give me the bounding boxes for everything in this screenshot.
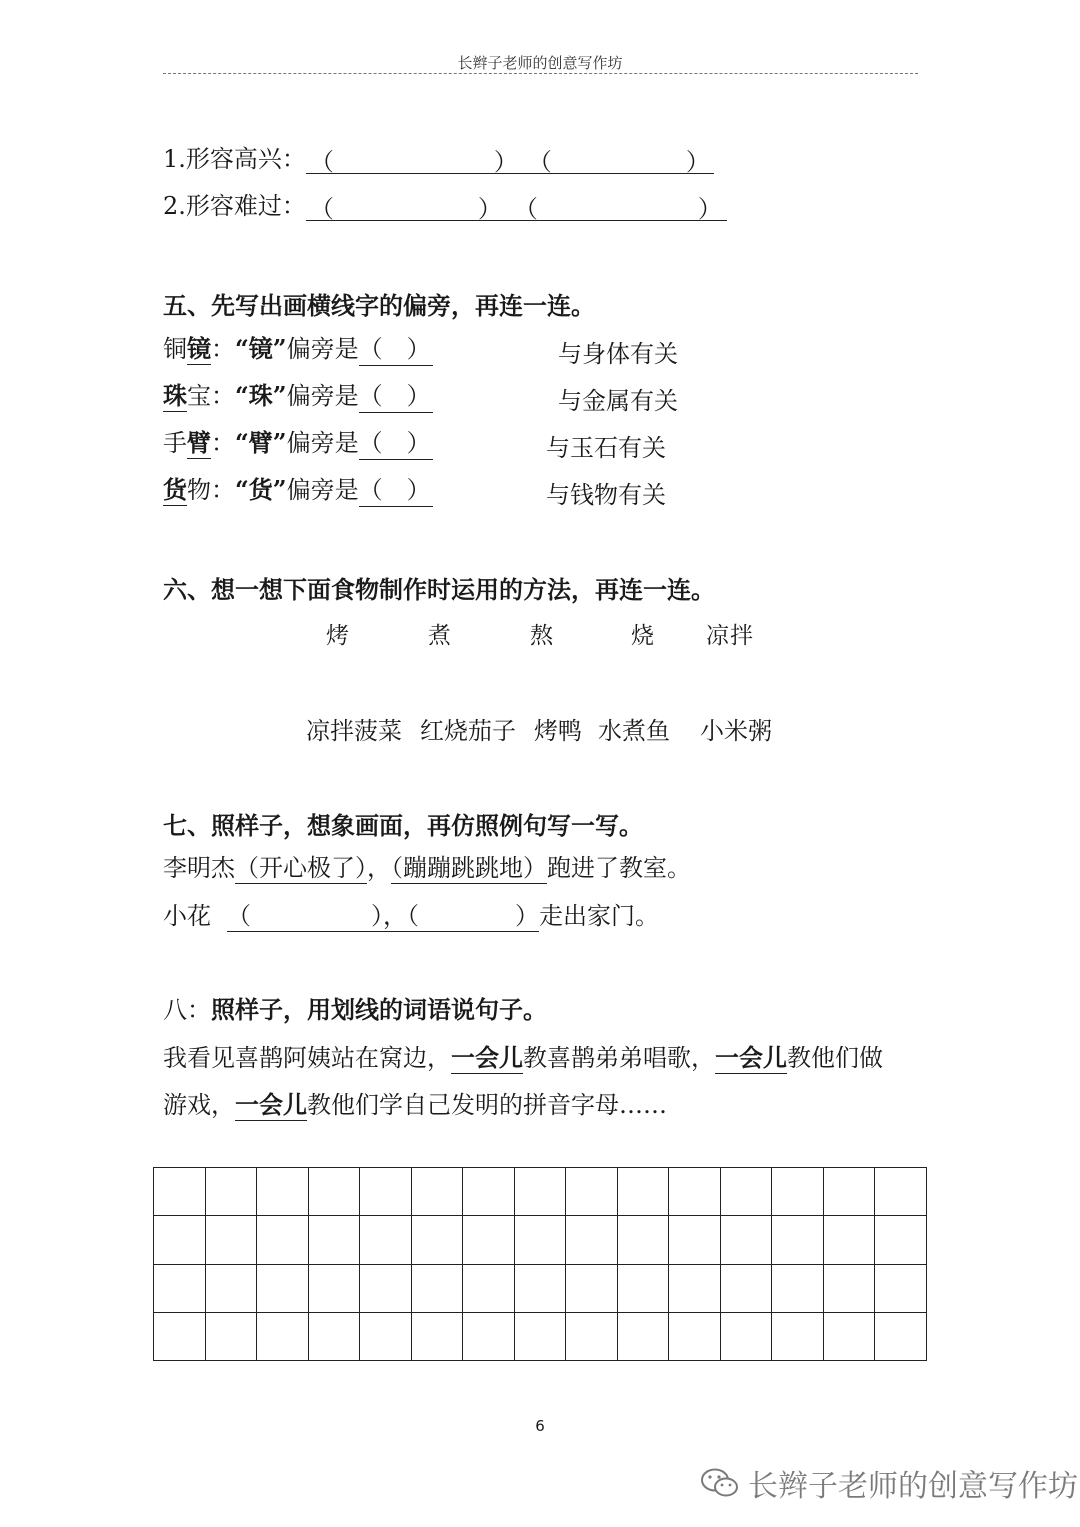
grid-cell[interactable] bbox=[824, 1216, 876, 1264]
radical-answer[interactable]: （ ） bbox=[359, 428, 433, 460]
watermark bbox=[700, 1461, 1078, 1505]
radical-row: 铜镜：“镜”偏旁是（ ） bbox=[163, 334, 433, 366]
match-option: 与钱物有关 bbox=[546, 481, 666, 509]
section8-paragraph-line2: 游戏，一会儿教他们学自己发明的拼音字母…… bbox=[163, 1090, 667, 1119]
grid-cell[interactable] bbox=[618, 1313, 670, 1361]
q4-label: 1.形容高兴： bbox=[163, 145, 306, 173]
grid-cell[interactable] bbox=[206, 1216, 258, 1264]
keyword-underlined: 一会儿 bbox=[235, 1090, 307, 1119]
grid-cell[interactable] bbox=[721, 1168, 773, 1216]
grid-cell[interactable] bbox=[206, 1313, 258, 1361]
grid-cell[interactable] bbox=[154, 1216, 206, 1264]
section8-heading: 八：照样子，用划线的词语说句子。 bbox=[163, 996, 547, 1024]
radical-answer[interactable]: （ ） bbox=[359, 475, 433, 507]
grid-cell[interactable] bbox=[772, 1168, 824, 1216]
grid-cell[interactable] bbox=[360, 1216, 412, 1264]
grid-cell[interactable] bbox=[360, 1168, 412, 1216]
match-option: 与金属有关 bbox=[558, 387, 678, 415]
cooking-method: 煮 bbox=[428, 623, 452, 649]
grid-cell[interactable] bbox=[360, 1265, 412, 1313]
grid-cell[interactable] bbox=[669, 1313, 721, 1361]
answer-blank[interactable]: （ ） （ ） bbox=[306, 194, 727, 221]
grid-cell[interactable] bbox=[257, 1168, 309, 1216]
grid-cell[interactable] bbox=[618, 1168, 670, 1216]
grid-cell[interactable] bbox=[824, 1265, 876, 1313]
grid-cell[interactable] bbox=[669, 1216, 721, 1264]
cooking-method: 烧 bbox=[631, 623, 655, 649]
grid-cell[interactable] bbox=[206, 1265, 258, 1313]
section8-paragraph-line1: 我看见喜鹊阿姨站在窝边，一会儿教喜鹊弟弟唱歌，一会儿教他们做 bbox=[163, 1043, 883, 1072]
cooking-method: 熬 bbox=[530, 623, 554, 649]
grid-cell[interactable] bbox=[257, 1265, 309, 1313]
grid-cell[interactable] bbox=[154, 1168, 206, 1216]
grid-cell[interactable] bbox=[824, 1168, 876, 1216]
food-item: 水煮鱼 bbox=[598, 717, 670, 745]
food-item: 凉拌菠菜 bbox=[306, 717, 402, 745]
keyword-underlined: 一会儿 bbox=[451, 1043, 523, 1072]
keyword-underlined: 一会儿 bbox=[715, 1043, 787, 1072]
grid-cell[interactable] bbox=[412, 1313, 464, 1361]
grid-cell[interactable] bbox=[412, 1216, 464, 1264]
grid-cell[interactable] bbox=[257, 1313, 309, 1361]
grid-cell[interactable] bbox=[875, 1216, 927, 1264]
food-item: 小米粥 bbox=[700, 717, 772, 745]
q4-item-2 bbox=[163, 191, 727, 221]
fill-blank-1[interactable]: （ ） bbox=[227, 902, 383, 930]
grid-cell[interactable] bbox=[309, 1265, 361, 1313]
grid-cell[interactable] bbox=[669, 1168, 721, 1216]
watermark-text: 长辫子老师的创意写作坊 bbox=[748, 1469, 1078, 1504]
grid-cell[interactable] bbox=[566, 1216, 618, 1264]
fill-blank-2[interactable]: （ ） bbox=[407, 902, 539, 930]
wechat-icon bbox=[700, 1467, 740, 1499]
radical-row: 珠宝：“珠”偏旁是（ ） bbox=[163, 381, 433, 413]
radical-row: 手臂：“臂”偏旁是（ ） bbox=[163, 428, 433, 460]
q4-item-1 bbox=[163, 144, 714, 174]
grid-cell[interactable] bbox=[463, 1313, 515, 1361]
grid-cell[interactable] bbox=[515, 1265, 567, 1313]
page-number: 6 bbox=[535, 1417, 545, 1435]
grid-cell[interactable] bbox=[309, 1313, 361, 1361]
grid-cell[interactable] bbox=[515, 1168, 567, 1216]
radical-row: 货物：“货”偏旁是（ ） bbox=[163, 475, 433, 507]
grid-cell[interactable] bbox=[566, 1265, 618, 1313]
grid-cell[interactable] bbox=[618, 1216, 670, 1264]
grid-cell[interactable] bbox=[412, 1168, 464, 1216]
section6-heading: 六、想一想下面食物制作时运用的方法，再连一连。 bbox=[163, 576, 715, 604]
grid-cell[interactable] bbox=[309, 1168, 361, 1216]
cooking-method: 烤 bbox=[326, 623, 350, 649]
section7-heading: 七、照样子，想象画面，再仿照例句写一写。 bbox=[163, 812, 643, 840]
grid-cell[interactable] bbox=[721, 1216, 773, 1264]
radical-answer[interactable]: （ ） bbox=[359, 381, 433, 413]
answer-blank[interactable]: （ ） （ ） bbox=[306, 147, 714, 174]
grid-cell[interactable] bbox=[412, 1265, 464, 1313]
cooking-method: 凉拌 bbox=[706, 623, 754, 649]
grid-cell[interactable] bbox=[721, 1265, 773, 1313]
grid-cell[interactable] bbox=[515, 1216, 567, 1264]
grid-cell[interactable] bbox=[618, 1265, 670, 1313]
food-item: 烤鸭 bbox=[534, 717, 582, 745]
grid-cell[interactable] bbox=[875, 1313, 927, 1361]
grid-cell[interactable] bbox=[772, 1265, 824, 1313]
grid-cell[interactable] bbox=[566, 1168, 618, 1216]
q4-label: 2.形容难过： bbox=[163, 192, 306, 220]
grid-cell[interactable] bbox=[875, 1265, 927, 1313]
writing-grid[interactable] bbox=[153, 1167, 927, 1361]
grid-cell[interactable] bbox=[772, 1216, 824, 1264]
grid-cell[interactable] bbox=[463, 1265, 515, 1313]
grid-cell[interactable] bbox=[360, 1313, 412, 1361]
food-item: 红烧茄子 bbox=[420, 717, 516, 745]
grid-cell[interactable] bbox=[206, 1168, 258, 1216]
grid-cell[interactable] bbox=[463, 1168, 515, 1216]
radical-answer[interactable]: （ ） bbox=[359, 334, 433, 366]
grid-cell[interactable] bbox=[721, 1313, 773, 1361]
grid-cell[interactable] bbox=[257, 1216, 309, 1264]
grid-cell[interactable] bbox=[154, 1265, 206, 1313]
header-divider bbox=[163, 73, 918, 74]
grid-cell[interactable] bbox=[566, 1313, 618, 1361]
exercise-sentence: 小花 （ ），（ ）走出家门。 bbox=[163, 902, 659, 930]
section5-heading: 五、先写出画横线字的偏旁，再连一连。 bbox=[163, 292, 595, 320]
example-sentence: 李明杰（开心极了），（蹦蹦跳跳地）跑进了教室。 bbox=[163, 854, 691, 882]
grid-cell[interactable] bbox=[772, 1313, 824, 1361]
grid-cell[interactable] bbox=[463, 1216, 515, 1264]
grid-cell[interactable] bbox=[309, 1216, 361, 1264]
match-option: 与玉石有关 bbox=[546, 434, 666, 462]
page-header: 长辫子老师的创意写作坊 bbox=[457, 54, 623, 72]
grid-cell[interactable] bbox=[154, 1313, 206, 1361]
grid-cell[interactable] bbox=[824, 1313, 876, 1361]
match-option: 与身体有关 bbox=[558, 340, 678, 368]
grid-cell[interactable] bbox=[875, 1168, 927, 1216]
grid-cell[interactable] bbox=[669, 1265, 721, 1313]
grid-cell[interactable] bbox=[515, 1313, 567, 1361]
